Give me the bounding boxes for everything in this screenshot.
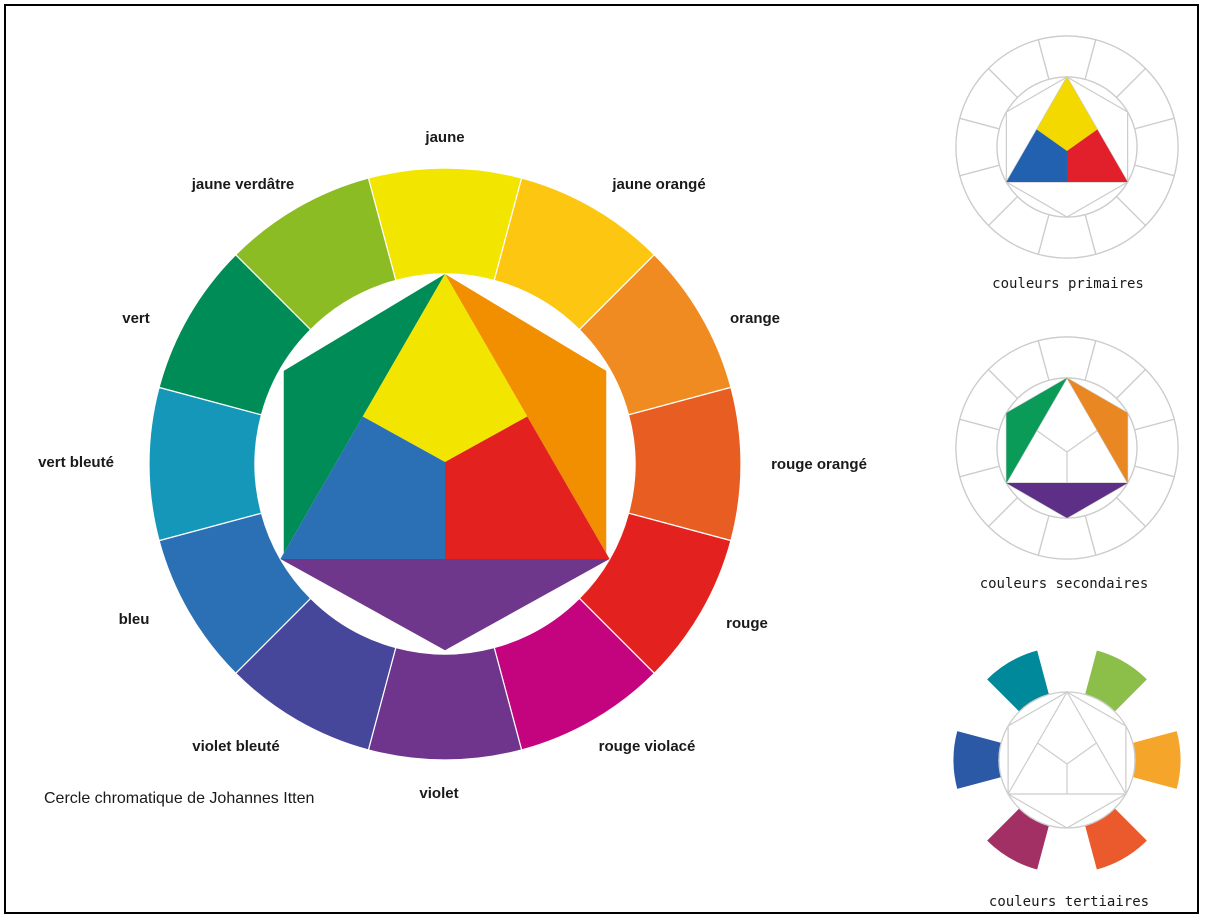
wheel-label-violet-bleute: violet bleuté	[192, 738, 280, 755]
wheel-label-violet: violet	[419, 785, 459, 802]
mini-wheel-primaires	[956, 36, 1178, 258]
wheel-label-rouge-orange: rouge orangé	[771, 456, 867, 473]
wheel-label-jaune-verdatre: jaune verdâtre	[191, 176, 295, 193]
wheel-label-jaune: jaune	[425, 129, 465, 146]
mini-caption-tertiaires: couleurs tertiaires	[988, 894, 1150, 910]
mini-tertiary-segment	[1133, 730, 1181, 789]
wheel-label-jaune-orange: jaune orangé	[612, 176, 706, 193]
wheel-label-orange: orange	[729, 310, 781, 327]
mini-caption-primaires: couleurs primaires	[992, 276, 1144, 292]
mini-caption-secondaires: couleurs secondaires	[979, 576, 1149, 592]
mini-wheel-secondaires	[956, 337, 1178, 559]
wheel-label-vert-bleute: vert bleuté	[38, 454, 114, 471]
mini-tertiary-segment	[953, 730, 1001, 789]
wheel-label-bleu: bleu	[118, 611, 150, 628]
wheel-label-vert: vert	[122, 310, 150, 327]
wheel-label-rouge: rouge	[726, 615, 768, 632]
mini-wheel-tertiaires	[953, 650, 1181, 870]
wheel-label-rouge-violace: rouge violacé	[598, 738, 696, 755]
main-caption: Cercle chromatique de Johannes Itten	[44, 790, 315, 807]
